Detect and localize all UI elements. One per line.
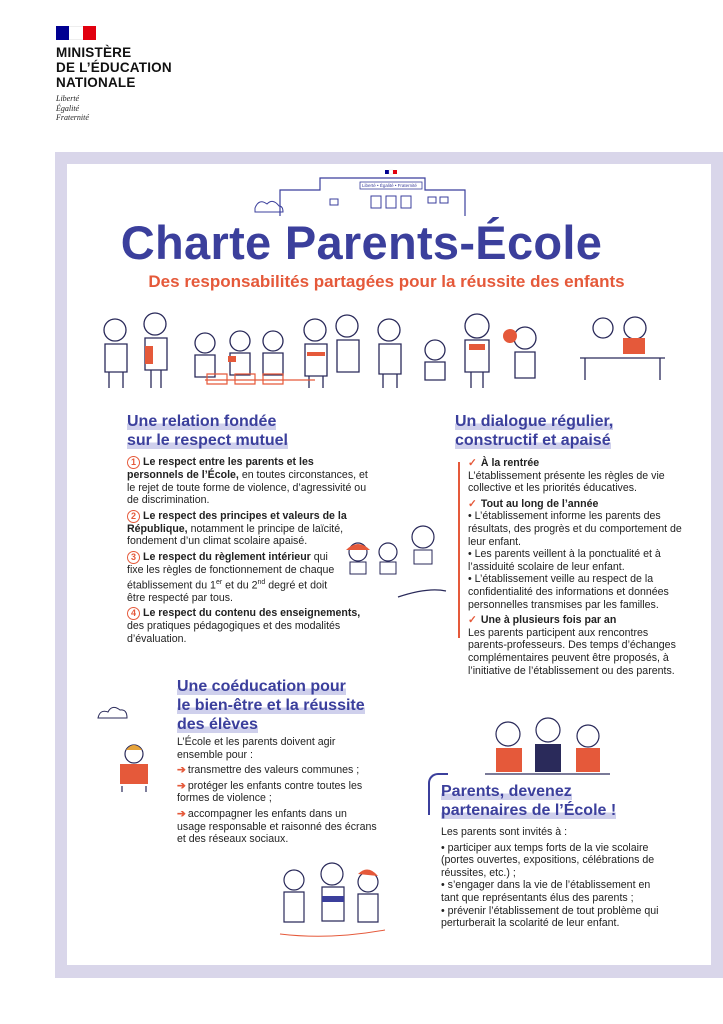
- children-illustration: [95, 308, 675, 398]
- arrow-right-icon: ➔: [177, 779, 186, 792]
- child-reading-illustration: [112, 742, 158, 792]
- kids-group-illustration: [272, 860, 392, 938]
- teachers-illustration: [480, 712, 615, 780]
- page-subtitle: Des responsabilités partagées pour la réussite des enfants: [148, 272, 625, 291]
- section-respect-body: [127, 456, 372, 648]
- dialogue-block-fois-par-an: ✓ Une à plusieurs fois par an Les parents participent aux rencontres parents-professeurs. Des temps d’échanges complémentaires peuvent être proposés, à l’initiative de l’établissement ou des parents.: [468, 614, 676, 677]
- respect-item-1: 1 Le respect entre les parents et les personnels de l’École, en toutes circonstances, et le rejet de toute forme de violence, d’agressivité ou de discrimination.: [127, 456, 368, 507]
- section-dialogue-body: [468, 457, 683, 680]
- school-building-illustration: [250, 168, 490, 218]
- section-respect-title: Une relation fondée sur le respect mutuel: [127, 413, 288, 449]
- coeducation-item-1: ➔ transmettre des valeurs communes ;: [177, 764, 360, 777]
- partners-item-3: • prévenir l’établissement de tout problème qui perturberait la scolarité de leur enfant.: [441, 904, 659, 930]
- republic-motto: Liberté Égalité Fraternité: [56, 94, 89, 122]
- dialogue-block-annee: ✓ Tout au long de l’année • L’établissement informe les parents des résultats, des progrès et du comportement de leur enfant. • Les parents veillent à la ponctualité et à l’assiduité scolaire de leur enfant. • L’établissement veille au respect de la confidentialité des informations et données personnelles transmises par les familles.: [468, 497, 682, 611]
- marianne-flag-icon: [56, 26, 96, 40]
- partners-item-1: • participer aux temps forts de la vie scolaire (portes ouvertes, expositions, célébrations de réussites, etc.) ;: [441, 841, 655, 879]
- check-icon: ✓: [468, 457, 477, 469]
- timeline-line: [458, 462, 460, 638]
- respect-item-3: 3 Le respect du règlement intérieur qui fixe les règles de fonctionnement de chaque établissement du 1er et du 2nd degré et doit être respecté par tous.: [127, 550, 335, 604]
- partners-item-2: • s’engager dans la vie de l’établissement en tant que représentants élus des parents ;: [441, 879, 651, 904]
- coeducation-item-2: ➔ protéger les enfants contre toutes les formes de violence ;: [177, 779, 363, 805]
- section-coeducation-title: Une coéducation pour le bien-être et la réussite des élèves: [177, 678, 365, 733]
- section-partners-body: Les parents sont invités à : • participer aux temps forts de la vie scolaire (portes ouvertes, expositions, célébrations de réussites, etc.) ; • s’engager dans la vie de l’établissement en tant que représentants élus des parents ; • prévenir l’établissement de tout problème qui perturberait la scolarité de leur enfant.: [441, 826, 661, 933]
- section-dialogue-title: Un dialogue régulier, constructif et apaisé: [455, 413, 614, 449]
- cloud-icon: [96, 703, 130, 719]
- respect-item-2: 2 Le respect des principes et valeurs de la République, notamment le principe de laïcité, fondement d’un climat scolaire apaisé.: [127, 509, 347, 548]
- arrow-right-icon: ➔: [177, 807, 186, 820]
- arrow-right-icon: ➔: [177, 764, 186, 777]
- check-icon: ✓: [468, 497, 477, 510]
- building-sign: Liberté • Égalité • Fraternité: [362, 183, 417, 188]
- page-title: Charte Parents-École: [120, 216, 603, 269]
- section-partners-title: Parents, devenez partenaires de l’École !: [441, 783, 617, 819]
- ministry-logo: [56, 26, 172, 123]
- section-coeducation-body: L’École et les parents doivent agir ensemble pour : ➔ transmettre des valeurs communes ; ➔ protéger les enfants contre toutes les formes de violence ; ➔ accompagner les enfants dans un usage responsable et raisonné des écrans et des réseaux sociaux.: [177, 736, 377, 846]
- ministry-name: MINISTÈRE DE L’ÉDUCATION NATIONALE: [56, 45, 172, 90]
- respect-item-4: 4 Le respect du contenu des enseignements, des pratiques pédagogiques et des modalités d’évaluation.: [127, 607, 361, 645]
- kids-reading-illustration: [338, 522, 448, 602]
- check-icon: ✓: [468, 614, 477, 627]
- dialogue-block-rentree: ✓ À la rentrée L’établissement présente les règles de vie collective et les priorités éducatives.: [468, 457, 665, 495]
- coeducation-item-3: ➔ accompagner les enfants dans un usage responsable et raisonné des écrans et des réseaux sociaux.: [177, 807, 377, 846]
